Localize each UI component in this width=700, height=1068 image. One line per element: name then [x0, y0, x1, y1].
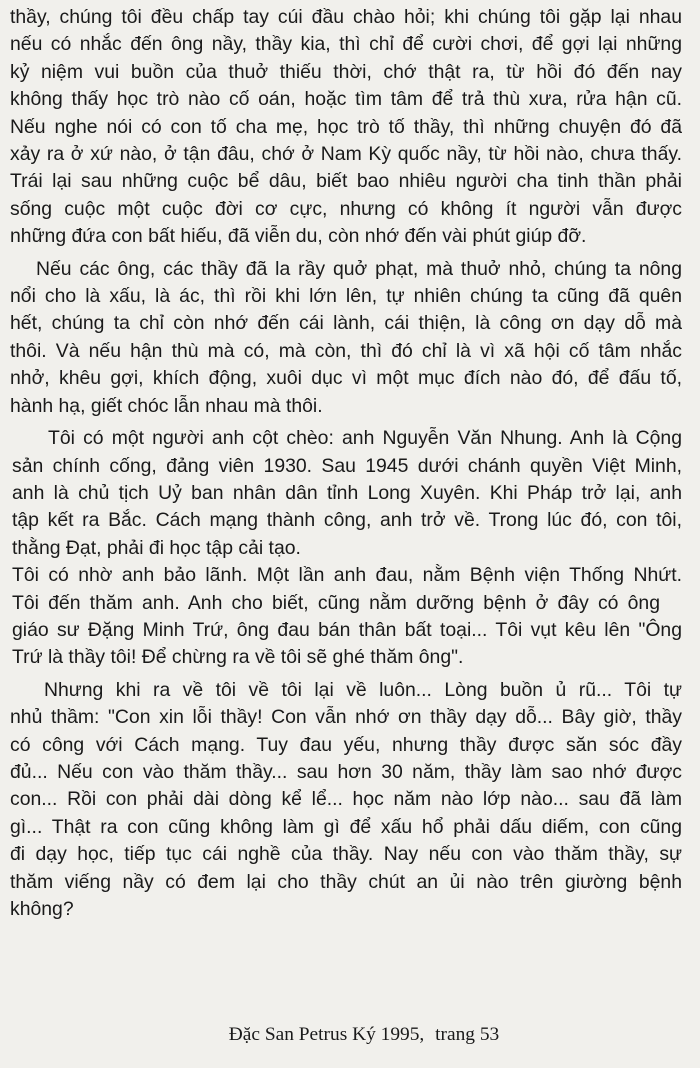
- footer-source: Đặc San Petrus Ký 1995,: [228, 1024, 425, 1045]
- text-line: thôi. Và nếu hận thù mà có, mà còn, thì đó chỉ là vì xã hội cố tâm nhắc: [10, 339, 682, 362]
- text-line: tập kết ra Bắc. Cách mạng thành công, anh trở về. Trong lúc đó, con tôi,: [12, 509, 682, 532]
- text-line: thầy, chúng tôi đều chấp tay cúi đầu chào hỏi; khi chúng tôi gặp lại nhau: [10, 6, 682, 28]
- text-line: thăm viếng nầy có đem lại cho thầy chút an ủi nào trên giường bệnh: [10, 870, 682, 893]
- text-line: đi dạy học, tiếp tục cái nghề của thầy. Nay nếu con vào thăm thầy, sự: [10, 843, 682, 866]
- text-line: xảy ra ở xứ nào, ở tận đâu, chớ ở Nam Kỳ quốc nầy, từ hồi nào, chưa thấy.: [10, 143, 682, 166]
- text-line: hết, chúng ta chỉ còn nhớ đến cái lành, cái thiện, là công ơn dạy dỗ mà: [10, 312, 682, 335]
- page-footer: [0, 1024, 700, 1046]
- text-line: nhở, khêu gợi, khích động, xuôi dục vì một mục đích nào đó, để đấu tố,: [10, 367, 682, 390]
- text-line: Trái lại sau những cuộc bể dâu, biết bao nhiêu người cha tinh thần phải: [10, 170, 682, 193]
- text-line: nhủ thầm: "Con xin lỗi thầy! Con vẫn nhớ ơn thầy dạy dỗ... Bây giờ, thầy: [10, 706, 682, 729]
- text-line: sống cuộc một cuộc đời cơ cực, nhưng có không ít người vẫn được: [10, 197, 682, 220]
- text-line: sản chính cống, đảng viên 1930. Sau 1945 dưới chánh quyền Việt Minh,: [12, 454, 682, 477]
- text-line: thằng Đạt, phải đi học tập cải tạo.: [12, 536, 301, 559]
- text-line: Tôi có nhờ anh bảo lãnh. Một lần anh đau, nằm Bệnh viện Thống Nhứt.: [12, 564, 682, 587]
- paragraph-2: [8, 256, 682, 420]
- paragraph-5: [8, 677, 682, 924]
- text-line: Nhưng khi ra về tôi về tôi lại về luôn... Lòng buồn ủ rũ... Tôi tự: [44, 678, 682, 701]
- text-line: kỷ niệm vui buồn của thuở thiếu thời, chớ thật ra, từ hồi đó đến nay: [10, 60, 682, 83]
- text-line: giáo sư Đặng Minh Trứ, ông đau bán thân bất toại... Tôi vụt kêu lên "Ông: [12, 618, 682, 641]
- text-line: nổi cho là xấu, là ác, thì rồi khi lớn lên, tự nhiên chúng ta cũng đã quên: [10, 285, 682, 308]
- paragraph-1: [8, 4, 682, 251]
- text-line: có công với Cách mạng. Tuy đau yếu, nhưng thầy được săn sóc đầy: [10, 733, 682, 756]
- text-line: đủ... Nếu con vào thăm thầy... sau hơn 30 năm, thầy làm sao nhớ được: [10, 760, 682, 783]
- text-line: Tôi có một người anh cột chèo: anh Nguyễn Văn Nhung. Anh là Cộng: [48, 427, 682, 450]
- text-line: anh là chủ tịch Uỷ ban nhân dân tỉnh Long Xuyên. Khi Pháp trở lại, anh: [12, 481, 682, 504]
- text-line: Nếu các ông, các thầy đã la rầy quở phạt, mà thuở nhỏ, chúng ta nông: [36, 257, 682, 280]
- text-line: hành hạ, giết chóc lẫn nhau mà thôi.: [10, 394, 323, 417]
- footer-page: trang 53: [435, 1024, 500, 1045]
- text-line: không?: [10, 898, 74, 920]
- text-line: những đứa con bất hiếu, đã viễn du, còn nhớ đến vài phút giúp đỡ.: [10, 225, 587, 248]
- text-line: Trứ là thầy tôi! Để chừng ra về tôi sẽ ghé thăm ông".: [12, 646, 464, 669]
- text-line: Tôi đến thăm anh. Anh cho biết, cũng nằm dưỡng bệnh ở đây có ông: [12, 591, 660, 614]
- paragraph-4: [8, 562, 682, 672]
- text-line: không thấy học trò nào cố oán, hoặc tìm tâm để trả thù xưa, rửa hận cũ.: [10, 88, 682, 111]
- text-line: nếu có nhắc đến ông nầy, thầy kia, thì chỉ để cười chơi, để gợi lại những: [10, 33, 682, 56]
- paragraph-3: [8, 425, 682, 562]
- text-line: gì... Thật ra con cũng không làm gì để xấu hổ phải dấu diếm, con cũng: [10, 815, 682, 838]
- text-line: con... Rồi con phải dài dòng kể lể... học năm nào lớp nào... sau đã làm: [10, 788, 682, 811]
- text-line: Nếu nghe nói có con tố cha mẹ, học trò tố thầy, thì những chuyện đó đã: [10, 115, 682, 138]
